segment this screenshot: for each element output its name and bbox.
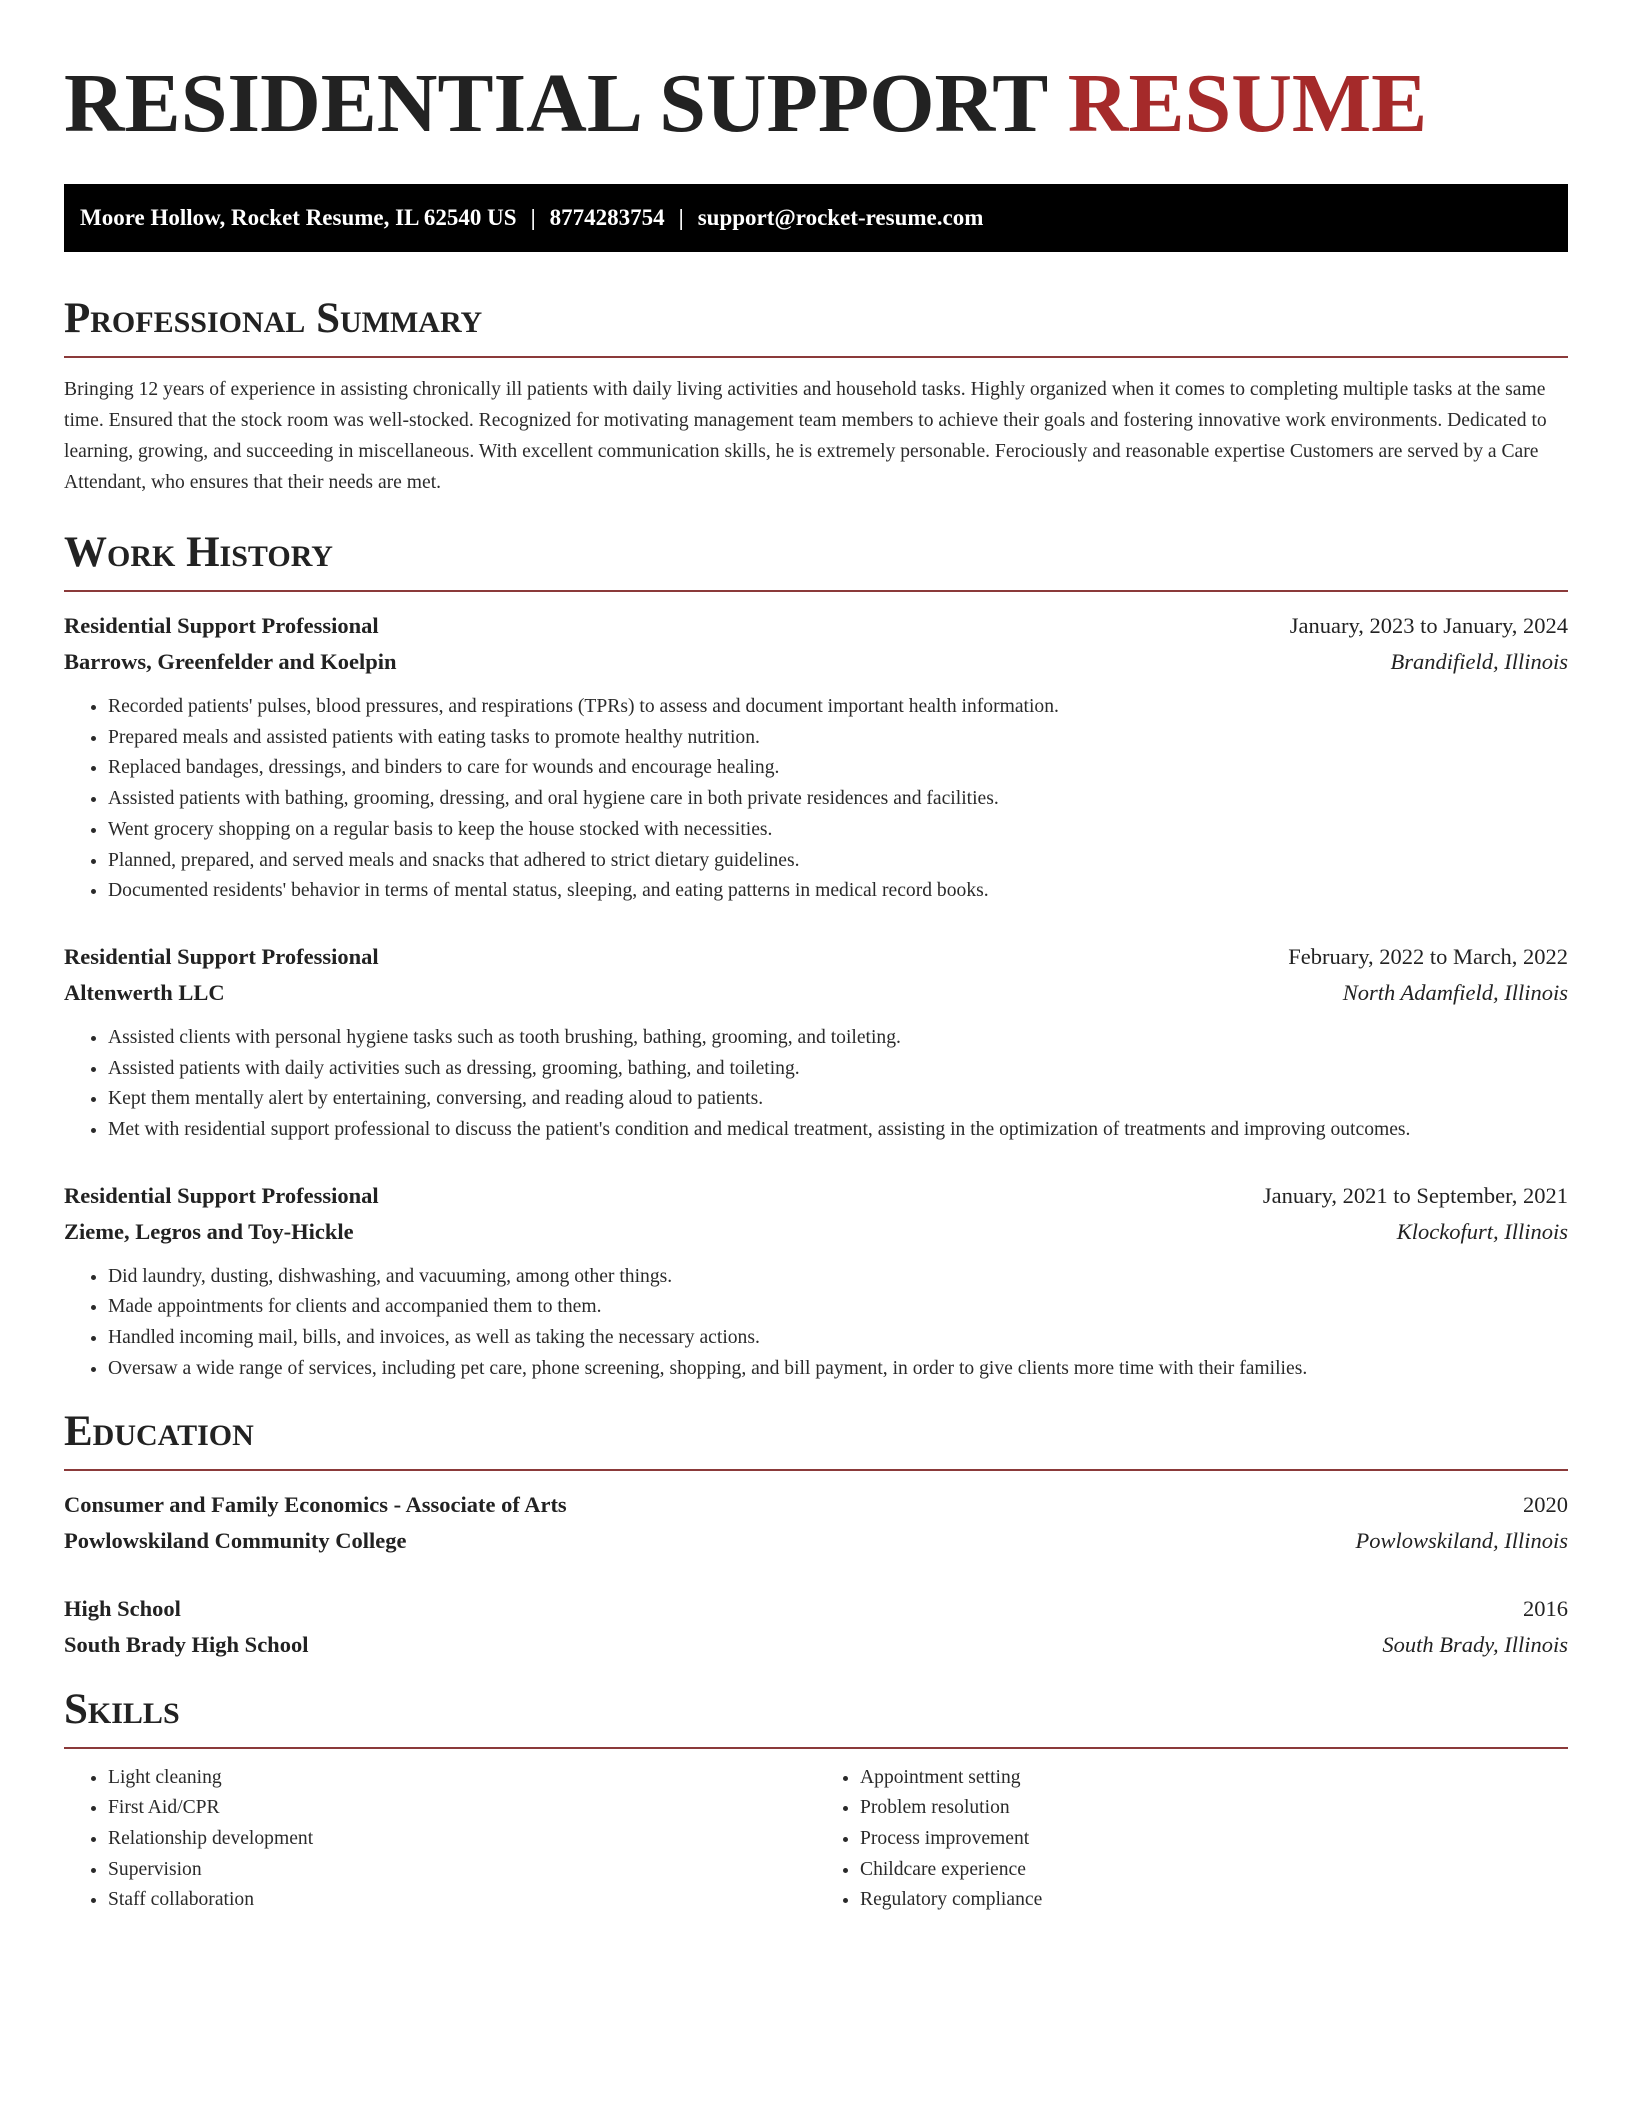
list-item: • Kept them mentally alert by entertaining, conversing, and reading aloud to patients. [108,1084,1568,1115]
list-item: • Appointment setting [860,1763,1568,1794]
job-location: Brandifield, Illinois [1390,649,1568,674]
job-location: North Adamfield, Illinois [1342,979,1568,1005]
education-heading: Education [64,1407,1568,1471]
list-item: • Handled incoming mail, bills, and invoices, as well as taking the necessary actions. [108,1323,1568,1354]
job-entry [64,608,1568,907]
edu-degree: High School [64,1595,181,1621]
skills-heading: Skills [64,1685,1568,1749]
edu-year: 2016 [1523,1595,1568,1621]
contact-email[interactable]: support@rocket-resume.com [697,205,984,230]
contact-bar [64,184,1568,252]
education-entry [64,1591,1568,1663]
job-company: Zieme, Legros and Toy-Hickle [64,1218,354,1244]
job-entry [64,1178,1568,1385]
work-history-heading: Work History [64,528,1568,592]
list-item: • Assisted patients with daily activities such as dressing, grooming, bathing, and toileting. [108,1054,1568,1085]
education-entry [64,1487,1568,1559]
job-dates: January, 2023 to January, 2024 [1289,613,1568,638]
title-accent: RESUME [1067,57,1428,150]
skills-list-left [64,1763,816,1917]
list-item: • Regulatory compliance [860,1885,1568,1916]
skills-columns [64,1763,1568,1917]
job-role: Residential Support Professional [64,1182,379,1208]
job-company: Altenwerth LLC [64,979,225,1005]
contact-separator: | [530,205,536,230]
edu-location: South Brady, Illinois [1382,1631,1568,1657]
contact-separator: | [678,205,684,230]
job-duties-list [64,1262,1568,1385]
job-role: Residential Support Professional [64,613,379,638]
title-main: RESIDENTIAL SUPPORT [64,57,1047,150]
list-item: • Process improvement [860,1824,1568,1855]
list-item: • Planned, prepared, and served meals and snacks that adhered to strict dietary guidelines. [108,846,1568,877]
list-item: • Documented residents' behavior in terms of mental status, sleeping, and eating patterns in medical record books. [108,876,1568,907]
list-item: • Did laundry, dusting, dishwashing, and vacuuming, among other things. [108,1262,1568,1293]
list-item: • Supervision [108,1855,816,1886]
list-item: • Assisted patients with bathing, grooming, dressing, and oral hygiene care in both private residences and facilities. [108,784,1568,815]
resume-title [64,56,1568,152]
job-entry [64,939,1568,1146]
list-item: • Oversaw a wide range of services, including pet care, phone screening, shopping, and bill payment, in order to give clients more time with their families. [108,1354,1568,1385]
list-item: • Prepared meals and assisted patients with eating tasks to promote healthy nutrition. [108,723,1568,754]
contact-address: Moore Hollow, Rocket Resume, IL 62540 US [80,205,517,230]
summary-text: Bringing 12 years of experience in assisting chronically ill patients with daily living activities and household tasks. Highly organized when it comes to completing multiple tasks at the same time. Ensured that the stock room was well-stocked. Recognized for motivating management team members to achieve their goals and fostering innovative work environments. Dedicated to learning, growing, and succeeding in miscellaneous. With excellent communication skills, he is extremely personable. Ferociously and reasonable expertise Customers are served by a Care Attendant, who ensures that their needs are met. [64,379,1547,493]
list-item: • Recorded patients' pulses, blood pressures, and respirations (TPRs) to assess and document important health information. [108,692,1568,723]
job-location: Klockofurt, Illinois [1396,1218,1568,1244]
edu-year: 2020 [1523,1491,1568,1517]
job-company: Barrows, Greenfelder and Koelpin [64,649,397,674]
list-item: • First Aid/CPR [108,1793,816,1824]
job-role: Residential Support Professional [64,943,379,969]
job-duties-list [64,692,1568,907]
edu-school: Powlowskiland Community College [64,1527,407,1553]
edu-school: South Brady High School [64,1631,309,1657]
list-item: • Replaced bandages, dressings, and binders to care for wounds and encourage healing. [108,753,1568,784]
list-item: • Childcare experience [860,1855,1568,1886]
list-item: • Made appointments for clients and accompanied them to them. [108,1292,1568,1323]
resume-page [64,0,1568,1916]
list-item: • Light cleaning [108,1763,816,1794]
skills-list-right [816,1763,1568,1917]
summary-heading: Professional Summary [64,294,1568,358]
contact-phone[interactable]: 8774283754 [549,205,665,230]
job-dates: January, 2021 to September, 2021 [1262,1182,1568,1208]
job-dates: February, 2022 to March, 2022 [1288,943,1568,969]
edu-degree: Consumer and Family Economics - Associate of Arts [64,1491,567,1517]
list-item: • Staff collaboration [108,1885,816,1916]
edu-location: Powlowskiland, Illinois [1355,1527,1568,1553]
list-item: • Met with residential support professional to discuss the patient's condition and medical treatment, assisting in the optimization of treatments and improving outcomes. [108,1115,1568,1146]
list-item: • Problem resolution [860,1793,1568,1824]
list-item: • Went grocery shopping on a regular basis to keep the house stocked with necessities. [108,815,1568,846]
list-item: • Assisted clients with personal hygiene tasks such as tooth brushing, bathing, grooming, and toileting. [108,1023,1568,1054]
list-item: • Relationship development [108,1824,816,1855]
job-duties-list [64,1023,1568,1146]
